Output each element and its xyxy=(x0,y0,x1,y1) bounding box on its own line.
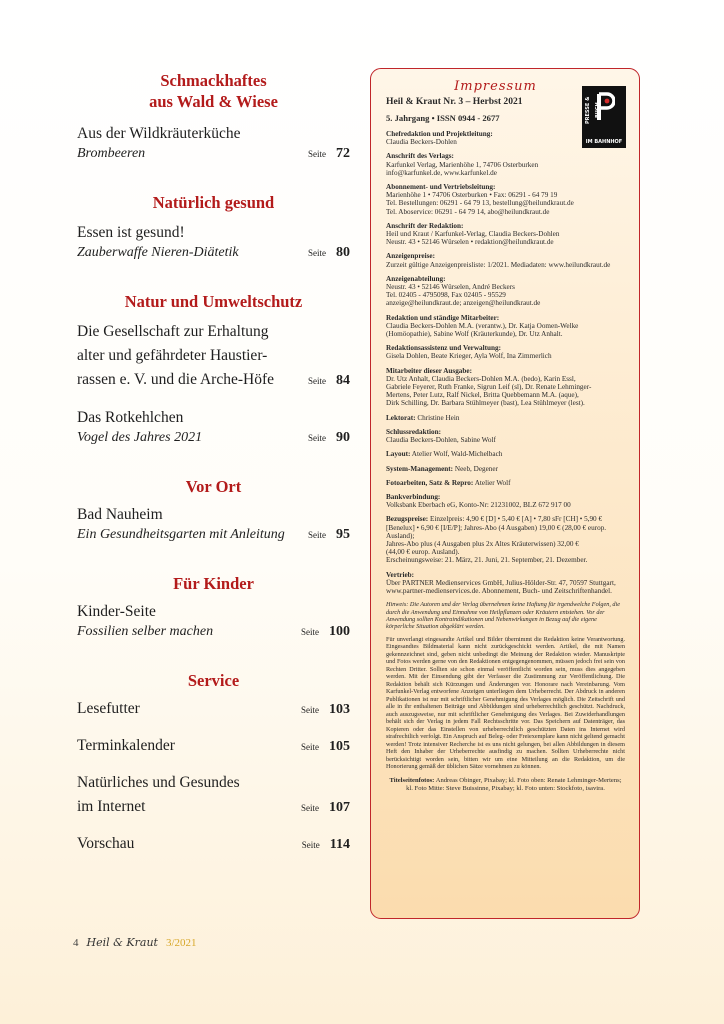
section-title: Natur und Umweltschutz xyxy=(124,292,303,311)
toc-entry[interactable] xyxy=(77,122,350,162)
impressum-block-line: Karfunkel Verlag, Marienhöhe 1, 74706 Osterburken xyxy=(386,160,539,169)
impressum-block-label: Anschrift der Redaktion: xyxy=(386,221,464,230)
toc-entry[interactable] xyxy=(77,697,350,721)
toc-entry[interactable] xyxy=(77,221,350,261)
impressum-block xyxy=(386,314,625,339)
impressum-title: Impressum xyxy=(454,79,537,94)
impressum-block xyxy=(386,275,625,308)
seite-label: Seite xyxy=(301,742,319,752)
toc-section xyxy=(77,476,350,543)
toc-section xyxy=(77,291,350,446)
impressum-block-inline: Einzelpreis: 4,90 € [D] • 5,40 € [A] • 7,80 sFr [CH] • 5,90 € [Benelux] • 6,90 € [I/E/P]; Jahres-Abo (4 Ausgaben) 19,00 € (28,00 € europ. Ausland); xyxy=(386,515,607,540)
impressum-block-label: Anzeigenabteilung: xyxy=(386,274,446,283)
impressum-block-label: Anzeigenpreise: xyxy=(386,252,435,261)
seite-label: Seite xyxy=(308,248,326,258)
impressum-blocks xyxy=(386,130,625,595)
seite-label: Seite xyxy=(308,433,326,443)
impressum-block-label: Bezugspreise: xyxy=(386,515,429,524)
page-number: 84 xyxy=(336,373,350,388)
impressum-block-line: Claudia Beckers-Dohlen xyxy=(386,138,457,147)
impressum-block-line: info@karfunkel.de, www.karfunkel.de xyxy=(386,168,497,177)
page-number: 80 xyxy=(336,245,350,260)
toc-section xyxy=(77,192,350,261)
impressum-block xyxy=(386,571,625,596)
toc-section xyxy=(77,70,350,162)
section-title: Natürlich gesund xyxy=(152,193,275,212)
impressum-block-inline: Christine Hein xyxy=(417,413,460,422)
impressum-block-line: Dirk Schilling, Dr. Barbara Stühlmeyer (bast), Lea Stühlmeyer (lest). xyxy=(386,399,585,408)
impressum-block-line: Gabriele Feyerer, Ruth Franke, Sigrun Leif (sl), Dr. Renate Lehminger- xyxy=(386,383,592,392)
impressum-block-label: Schlussredaktion: xyxy=(386,427,441,436)
impressum-block-label: Layout: xyxy=(386,450,411,459)
entry-title: Essen ist gesund! xyxy=(77,224,185,241)
page-number: 72 xyxy=(336,146,350,161)
entry-subtitle: Brombeeren xyxy=(77,146,146,161)
disclaimer-text: Für unverlangt eingesandte Artikel und Bilder übernimmt die Redaktion keine Verantwortung. Eingesandtes Bildmaterial kann nicht zurückgeschickt werden. Artikel, die mit Namen gekennzeichnet sind, geben nicht unbedingt die Meinung der Redaktion wieder. Manuskripte und Fotos werden gerne von den Redaktionen entgegengenommen, müssen jedoch frei sein von Rechten Dritter. Sollten sie schon einmal veröffentlicht worden sein, muss dies angegeben werden. Mit der Einsendung gibt der Verfasser die Zustimmung zur Veröffentlichung. Die Redaktion behält sich Kürzungen und Änderungen vor. Honorare nach Vereinbarung. Vom Karfunkel-Verlag entworfene Anzeigen unterliegen dem Urheberrecht. Der Abdruck in anderen Publikationen ist nur mit schriftlicher Genehmigung des Verlages möglich. Die Zeitschrift und alle in ihr enthaltenen Beiträge und Abbildungen sind urheberrechtlich geschützt. Nachdruck, auch auszugsweise, nur mit schriftlicher Genehmigung des Verlages. Bei Zuwiderhandlungen behält sich der Verlag in jedem Fall Rechtsschritte vor. Das Speichern auf Datenträger, das Kopieren oder das Einstellen von urheberrechtlich geschützten Daten ins Internet wird strafrechtlich verfolgt. Ein Anspruch auf Beleg- oder Freiexemplare kann nicht geltend gemacht werden! Trotz intensiver Recherche ist es uns nicht gelungen, bei allen Abbildungen in diesem Heft den Inhaber der Urheberrechte ausfindig zu machen. Sollten Urheberrechte nicht berücksichtigt worden sein, bitten wir um eine Mitteilung an die Redaktion, um die Honorierung gemäß der üblichen Sätze vornehmen zu können. xyxy=(386,635,625,771)
toc-entry[interactable] xyxy=(77,406,350,446)
page-number: 114 xyxy=(329,837,350,852)
impressum-block-line: Über PARTNER Medienservices GmbH, Julius-Hölder-Str. 47, 70597 Stuttgart, xyxy=(386,578,616,587)
impressum-box xyxy=(370,68,640,919)
impressum-block-line: Erscheinungsweise: 21. März, 21. Juni, 21. September, 21. Dezember. xyxy=(386,556,588,565)
entry-title: Terminkalender xyxy=(77,737,175,754)
impressum-block xyxy=(386,465,625,473)
impressum-block-label: Chefredaktion und Projektleitung: xyxy=(386,130,493,138)
impressum-block xyxy=(386,414,625,422)
page-number: 90 xyxy=(336,430,350,445)
entry-title: Kinder-Seite xyxy=(77,603,156,620)
impressum-block-label: Vertrieb: xyxy=(386,570,415,579)
entry-subtitle: Fossilien selber machen xyxy=(77,624,214,639)
title-photo-credits: Titelseitenfotos: Andreas Obinger, Pixabay; kl. Foto oben: Renate Lehminger-Mertens; kl. Foto Mitte: Steve Buissinne, Pixabay; kl. Foto unten: Stockfoto, isavira. xyxy=(389,776,622,792)
entry-title: Bad Nauheim xyxy=(77,506,163,523)
entry-title: Das Rotkehlchen xyxy=(77,409,184,426)
entry-title: Vorschau xyxy=(77,835,135,852)
entry-title: Aus der Wildkräuterküche xyxy=(77,125,241,142)
page-footer xyxy=(73,936,197,949)
impressum-block-line: anzeige@heilundkraut.de; anzeigen@heilundkraut.de xyxy=(386,299,541,308)
seite-label: Seite xyxy=(301,705,319,715)
impressum-block-line: www.partner-medienservices.de. Abonnement, Buch- und Zeitschriftenhandel. xyxy=(386,586,612,595)
seite-label: Seite xyxy=(301,840,320,850)
impressum-block-label: Fotoarbeiten, Satz & Repro: xyxy=(386,478,474,487)
section-title: Service xyxy=(187,671,240,690)
impressum-block-line: Heil und Kraut / Karfunkel-Verlag, Claudia Beckers-Dohlen xyxy=(386,230,560,239)
footer-issue: 3/2021 xyxy=(165,937,197,949)
impressum-block-label: Redaktion und ständige Mitarbeiter: xyxy=(386,313,500,322)
logo-p-icon xyxy=(595,92,615,122)
impressum-block xyxy=(386,515,625,564)
impressum-block-line: Mertens, Peter Lutz, Ralf Nickel, Britta Quebbemann M.A. (aque), xyxy=(386,391,579,400)
footer-page-number: 4 xyxy=(73,937,79,949)
impressum-block-line: Neustr. 43 • 52146 Würselen, André Beckers xyxy=(386,283,515,292)
footer-brand: Heil & Kraut xyxy=(86,936,158,949)
year-line: 5. Jahrgang • ISSN 0944 - 2677 xyxy=(386,113,500,123)
presse-buch-logo xyxy=(582,86,626,148)
seite-label: Seite xyxy=(301,627,319,637)
impressum-block xyxy=(386,479,625,487)
impressum-block-line: Tel. Aboservice: 06291 - 64 79 14, abo@heilundkraut.de xyxy=(386,207,550,216)
logo-vertical-text: PRESSE & xyxy=(585,96,591,124)
impressum-block xyxy=(386,183,625,216)
impressum-block-line: Dr. Utz Anhalt, Claudia Beckers-Dohlen M.A. (bedo), Karin Essl, xyxy=(386,374,576,383)
impressum-block-label: Bankverbindung: xyxy=(386,492,441,501)
seite-label: Seite xyxy=(308,530,326,540)
impressum-block-inline: Atelier Wolf, Wald-Michelbach xyxy=(411,450,503,459)
impressum-block xyxy=(386,222,625,247)
page-number: 100 xyxy=(329,624,350,639)
impressum-block-label: System-Management: xyxy=(386,464,454,473)
impressum-block-inline: Atelier Wolf xyxy=(474,478,511,487)
impressum-block-line: Claudia Beckers-Dohlen M.A. (verantw.), Dr. Katja Oomen-Welke xyxy=(386,321,579,330)
impressum-block-line: (44,00 € europ. Ausland). xyxy=(386,548,460,557)
section-title: Für Kinder xyxy=(173,574,254,593)
impressum-block-line: Tel. 02405 - 4795098, Fax 02405 - 95529 xyxy=(386,291,506,300)
toc-entry[interactable]: Die Gesellschaft zur Erhaltung alter und gefährdeter Haustier- rassen e. V. und die Arche-Höfe Seite 84 xyxy=(77,323,350,388)
toc-section xyxy=(77,670,350,856)
seite-label: Seite xyxy=(301,803,319,813)
section-title: Vor Ort xyxy=(185,477,242,496)
entry-title: Lesefutter xyxy=(77,700,140,717)
impressum-block-label: Anschrift des Verlags: xyxy=(386,152,454,161)
impressum-block-line: Zurzeit gültige Anzeigenpreisliste: 1/2021. Mediadaten: www.heilundkraut.de xyxy=(386,260,611,269)
toc-entry[interactable]: Natürliches und Gesundes im Internet Seite 107 xyxy=(77,774,350,815)
logo-bottom-text: IM BAHNHOF xyxy=(585,138,623,145)
toc-entry[interactable] xyxy=(77,832,350,856)
table-of-contents xyxy=(77,70,350,856)
page-number: 107 xyxy=(329,800,350,815)
impressum-block-line: Claudia Beckers-Dohlen, Sabine Wolf xyxy=(386,436,496,445)
toc-entry[interactable] xyxy=(77,600,350,640)
impressum-block xyxy=(386,428,625,444)
impressum-block-line: Tel. Bestellungen: 06291 - 64 79 13, bestellung@heilundkraut.de xyxy=(386,199,574,208)
impressum-block-label: Mitarbeiter dieser Ausgabe: xyxy=(386,366,472,375)
entry-subtitle: Ein Gesundheitsgarten mit Anleitung xyxy=(77,527,285,542)
impressum-block-line: (Homöopathie), Sabine Wolf (Kräuterkunde), Dr. Utz Anhalt. xyxy=(386,330,563,339)
issue-line: Heil & Kraut Nr. 3 – Herbst 2021 xyxy=(386,96,523,107)
entry-subtitle: Zauberwaffe Nieren-Diätetik xyxy=(77,245,239,260)
impressum-block xyxy=(386,450,625,458)
impressum-block xyxy=(386,493,625,509)
hinweis-text: Hinweis: Die Autoren und der Verlag übernehmen keine Haftung für irgendwelche Folgen, die durch die Anwendung und Einnahme von Heilpflanzen oder Kräutern entstehen. Vor der Anwendung sollten Kontraindikationen und Nebenwirkungen in Bezug auf die eigene körperliche Situation abgeklärt werden. xyxy=(386,601,620,631)
impressum-block-inline: Neeb, Degener xyxy=(454,464,498,473)
impressum-block xyxy=(386,344,625,360)
impressum-block-line: Gisela Dohlen, Beate Krieger, Ayla Wolf, Ina Zimmerlich xyxy=(386,352,552,361)
section-title: Schmackhaftes aus Wald & Wiese xyxy=(149,71,278,111)
entry-subtitle: Vogel des Jahres 2021 xyxy=(77,430,203,445)
toc-entry[interactable] xyxy=(77,734,350,758)
page-number: 95 xyxy=(336,527,350,542)
impressum-block-line: Jahres-Abo plus (4 Ausgaben plus 2x Altes Kräuterwissen) 32,00 € xyxy=(386,539,579,548)
impressum-block xyxy=(386,252,625,268)
impressum-block xyxy=(386,367,625,408)
seite-label: Seite xyxy=(308,149,326,159)
impressum-block-line: Neustr. 43 • 52146 Würselen • redaktion@heilundkraut.de xyxy=(386,238,554,247)
impressum-block-label: Lektorat: xyxy=(386,413,416,422)
seite-label: Seite xyxy=(308,376,326,386)
impressum-block xyxy=(386,152,625,177)
impressum-block-label: Redaktionsassistenz und Verwaltung: xyxy=(386,344,502,353)
page-number: 103 xyxy=(329,702,350,717)
impressum-block-label: Abonnement- und Vertriebsleitung: xyxy=(386,183,496,192)
toc-section xyxy=(77,573,350,640)
impressum-block-line: Volksbank Eberbach eG, Konto-Nr: 21231002, BLZ 672 917 00 xyxy=(386,501,571,510)
page-number: 105 xyxy=(329,739,350,754)
toc-entry[interactable] xyxy=(77,503,350,543)
impressum-block-line: Marienhöhe 1 • 74706 Osterburken • Fax: 06291 - 64 79 19 xyxy=(386,191,558,200)
